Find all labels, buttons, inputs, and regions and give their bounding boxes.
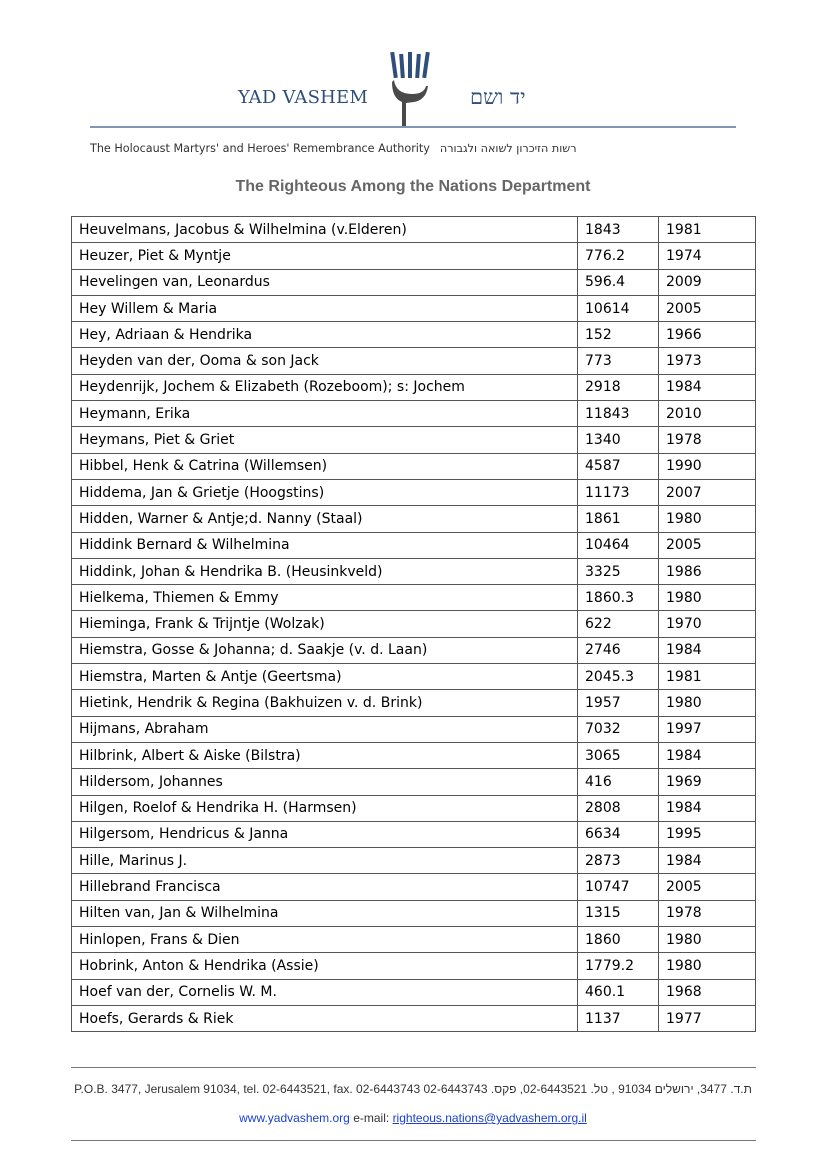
table-row [72,979,756,1005]
year-cell: 1984 [659,374,756,400]
table-row [72,269,756,295]
year-cell: 1980 [659,690,756,716]
name-cell: Hiemstra, Gosse & Johanna; d. Saakje (v. d. Laan) [72,637,578,663]
table-body [72,217,756,1032]
righteous-table [71,216,756,1032]
table-row [72,348,756,374]
file-number-cell: 1860.3 [578,585,659,611]
file-number-cell: 11173 [578,479,659,505]
name-cell: Hobrink, Anton & Hendrika (Assie) [72,953,578,979]
table-row [72,506,756,532]
file-number-cell: 11843 [578,401,659,427]
name-cell: Hielkema, Thiemen & Emmy [72,585,578,611]
file-number-cell: 2873 [578,848,659,874]
name-cell: Hoef van der, Cornelis W. M. [72,979,578,1005]
name-cell: Heuzer, Piet & Myntje [72,243,578,269]
year-cell: 1974 [659,243,756,269]
header-rule [90,126,736,128]
file-number-cell: 10464 [578,532,659,558]
website-link[interactable]: www.yadvashem.org [239,1111,350,1125]
name-cell: Hiemstra, Marten & Antje (Geertsma) [72,664,578,690]
name-cell: Hilten van, Jan & Wilhelmina [72,900,578,926]
table-row [72,453,756,479]
table-row [72,243,756,269]
table-row [72,558,756,584]
file-number-cell: 2045.3 [578,664,659,690]
name-cell: Hidden, Warner & Antje;d. Nanny (Staal) [72,506,578,532]
file-number-cell: 416 [578,769,659,795]
name-cell: Hieminga, Frank & Trijntje (Wolzak) [72,611,578,637]
year-cell: 2005 [659,874,756,900]
year-cell: 1978 [659,900,756,926]
table-row [72,769,756,795]
name-cell: Heymann, Erika [72,401,578,427]
table-row [72,427,756,453]
file-number-cell: 596.4 [578,269,659,295]
table-row [72,585,756,611]
table-row [72,637,756,663]
footer-address [0,1082,826,1096]
name-cell: Heymans, Piet & Griet [72,427,578,453]
table-row [72,927,756,953]
name-cell: Hietink, Hendrik & Regina (Bakhuizen v. d. Brink) [72,690,578,716]
table-row [72,848,756,874]
name-cell: Hibbel, Henk & Catrina (Willemsen) [72,453,578,479]
year-cell: 1977 [659,1005,756,1031]
yad-vashem-logo-icon [386,50,436,128]
name-cell: Hiddink Bernard & Wilhelmina [72,532,578,558]
table-row [72,874,756,900]
table-row [72,322,756,348]
file-number-cell: 622 [578,611,659,637]
file-number-cell: 152 [578,322,659,348]
table-row [72,795,756,821]
email-label: e-mail: [353,1111,390,1125]
file-number-cell: 3065 [578,742,659,768]
table-row [72,374,756,400]
file-number-cell: 460.1 [578,979,659,1005]
year-cell: 1980 [659,927,756,953]
footer-rule-bottom [71,1140,756,1141]
table-row [72,611,756,637]
file-number-cell: 1957 [578,690,659,716]
table-row [72,479,756,505]
year-cell: 1966 [659,322,756,348]
year-cell: 1969 [659,769,756,795]
file-number-cell: 1843 [578,217,659,243]
name-cell: Heuvelmans, Jacobus & Wilhelmina (v.Elderen) [72,217,578,243]
file-number-cell: 4587 [578,453,659,479]
file-number-cell: 2808 [578,795,659,821]
name-cell: Hiddink, Johan & Hendrika B. (Heusinkveld) [72,558,578,584]
year-cell: 1984 [659,742,756,768]
name-cell: Hille, Marinus J. [72,848,578,874]
table-row [72,742,756,768]
year-cell: 1995 [659,821,756,847]
year-cell: 1973 [659,348,756,374]
table-row [72,532,756,558]
year-cell: 2009 [659,269,756,295]
file-number-cell: 10747 [578,874,659,900]
year-cell: 1981 [659,217,756,243]
file-number-cell: 2746 [578,637,659,663]
year-cell: 1984 [659,637,756,663]
year-cell: 2010 [659,401,756,427]
file-number-cell: 10614 [578,295,659,321]
table-row [72,821,756,847]
file-number-cell: 773 [578,348,659,374]
table-row [72,295,756,321]
year-cell: 1968 [659,979,756,1005]
year-cell: 1984 [659,848,756,874]
email-link[interactable]: righteous.nations@yadvashem.org.il [392,1111,587,1125]
logo-text-en: YAD VASHEM [238,87,369,108]
name-cell: Hijmans, Abraham [72,716,578,742]
file-number-cell: 6634 [578,821,659,847]
footer-contact [0,1111,826,1125]
table-row [72,690,756,716]
table-row [72,900,756,926]
authority-en: The Holocaust Martyrs' and Heroes' Remembrance Authority [90,142,430,155]
address-en: P.O.B. 3477, Jerusalem 91034, tel. 02-6443521, fax. 02-6443743 [74,1082,421,1096]
file-number-cell: 1779.2 [578,953,659,979]
letterhead [0,0,826,170]
name-cell: Heyden van der, Ooma & son Jack [72,348,578,374]
file-number-cell: 1340 [578,427,659,453]
authority-he: רשות הזיכרון לשואה ולגבורה [439,142,577,155]
address-he: ת.ד. 3477, ירושלים 91034 , טל. 02-6443521, פקס. 02-6443743 [423,1082,752,1096]
year-cell: 1970 [659,611,756,637]
name-cell: Hevelingen van, Leonardus [72,269,578,295]
file-number-cell: 1860 [578,927,659,953]
file-number-cell: 3325 [578,558,659,584]
logo-text-he: יד ושם [470,85,526,109]
name-cell: Heydenrijk, Jochem & Elizabeth (Rozeboom); s: Jochem [72,374,578,400]
name-cell: Hey, Adriaan & Hendrika [72,322,578,348]
page-title: The Righteous Among the Nations Department [235,178,591,195]
table-row [72,953,756,979]
footer-rule-top [71,1067,756,1068]
name-cell: Hiddema, Jan & Grietje (Hoogstins) [72,479,578,505]
year-cell: 1986 [659,558,756,584]
year-cell: 2005 [659,295,756,321]
file-number-cell: 1861 [578,506,659,532]
year-cell: 1990 [659,453,756,479]
file-number-cell: 1137 [578,1005,659,1031]
file-number-cell: 2918 [578,374,659,400]
table-row [72,1005,756,1031]
year-cell: 1997 [659,716,756,742]
name-cell: Hey Willem & Maria [72,295,578,321]
year-cell: 2005 [659,532,756,558]
year-cell: 1978 [659,427,756,453]
year-cell: 1980 [659,585,756,611]
file-number-cell: 776.2 [578,243,659,269]
year-cell: 1980 [659,953,756,979]
year-cell: 2007 [659,479,756,505]
name-cell: Hinlopen, Frans & Dien [72,927,578,953]
table-row [72,664,756,690]
name-cell: Hildersom, Johannes [72,769,578,795]
table-row [72,401,756,427]
table-row [72,217,756,243]
authority-line [90,142,736,155]
file-number-cell: 1315 [578,900,659,926]
year-cell: 1981 [659,664,756,690]
name-cell: Hilbrink, Albert & Aiske (Bilstra) [72,742,578,768]
name-cell: Hilgen, Roelof & Hendrika H. (Harmsen) [72,795,578,821]
name-cell: Hillebrand Francisca [72,874,578,900]
file-number-cell: 7032 [578,716,659,742]
year-cell: 1980 [659,506,756,532]
name-cell: Hilgersom, Hendricus & Janna [72,821,578,847]
table-row [72,716,756,742]
name-cell: Hoefs, Gerards & Riek [72,1005,578,1031]
year-cell: 1984 [659,795,756,821]
